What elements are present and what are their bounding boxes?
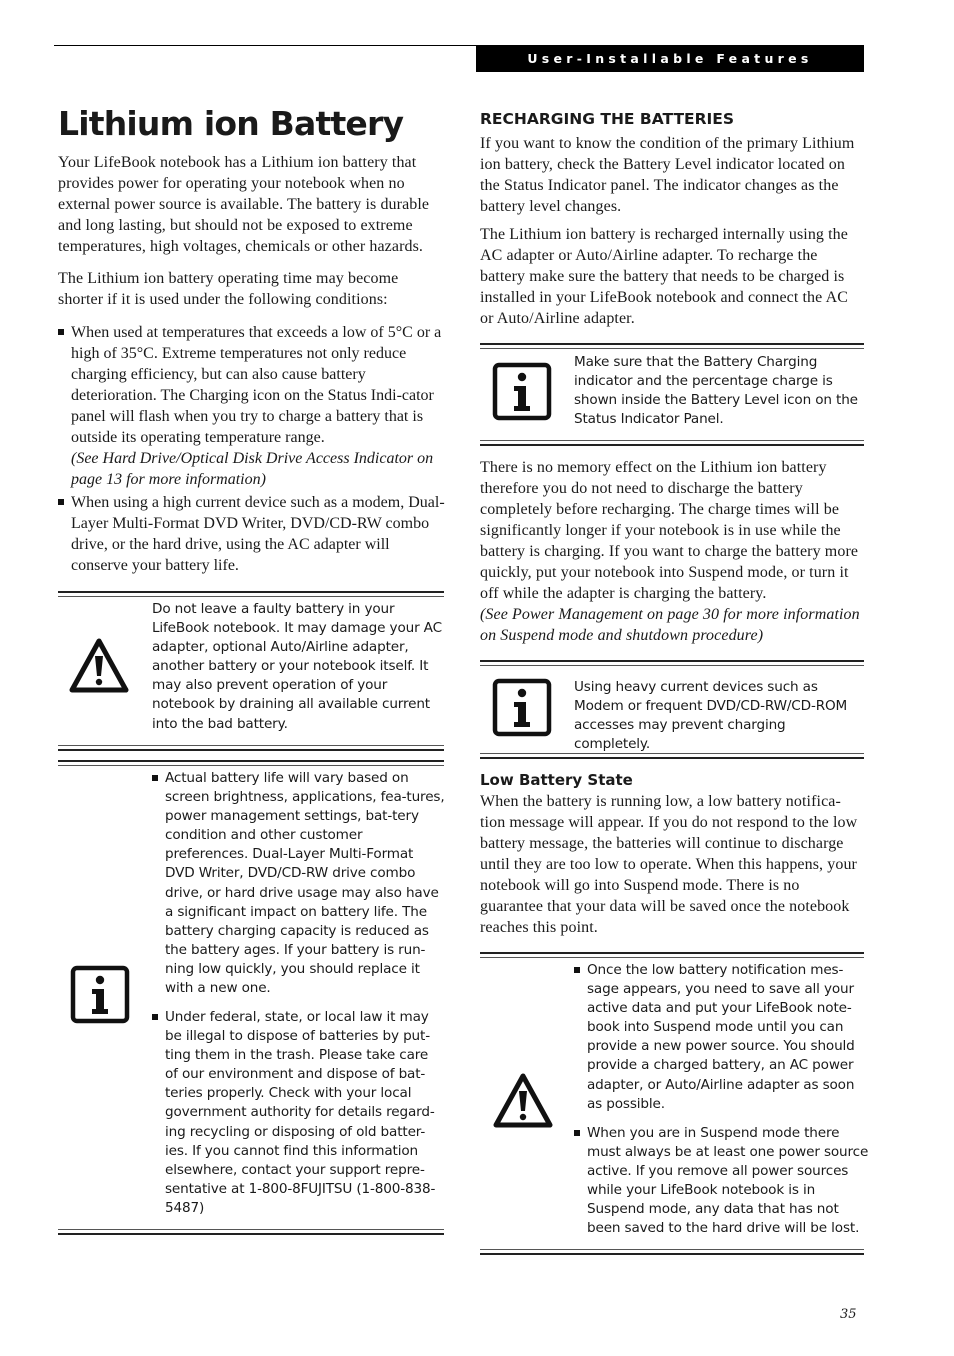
note-bottom-rule [480,757,864,759]
info-icon [70,965,130,1024]
page-title: Lithium ion Battery [58,104,404,143]
warning-icon [492,1072,554,1129]
note-top-rule [480,665,864,666]
note-bottom-rule [480,753,864,754]
list-item: Under federal, state, or local law it may be illegal to dispose of batteries by put-ting them in the trash. Please take care of our environment and dispose of bat-teries properly. Check with your local government authority for details regard-ing recycling or disposing of old batter-ies. If you cannot find this information elsewhere, contact your support repre-sentative at 1-800-8FUJITSU (1-800-838-5487) [152,1008,445,1218]
conditions-paragraph: The Lithium ion battery operating time may become shorter if it is used under the following conditions: [58,270,399,308]
bullet-text: When used at temperatures that exceeds a low of 5°C or a high of 35°C. Extreme temperatures not only reduce charging efficiency, but can also cause battery deterioration. The Charging icon on the Status Indi-cator panel will flash when you try to charge a battery that is outside its operating temperature range. [71,324,442,446]
note-bottom-rule [58,1229,444,1230]
warning-icon [68,637,130,694]
list-item [58,322,445,490]
note-top-rule [58,765,444,766]
info-icon [492,678,552,737]
paragraph-text: There is no memory effect on the Lithium ion battery therefore you do not need to discharge the battery completely before recharging. The charge times will be significantly longer if your notebook is in use while the battery is charging. If you want to charge the battery more quickly, put your notebook into Suspend mode, or turn it off while the adapter is charging the battery. [480,459,859,602]
info-note-text: Using heavy current devices such as Modem or frequent DVD/CD-RW/CD-ROM accesses may prevent charging completely. [574,679,848,753]
low-battery-paragraph: When the battery is running low, a low battery notifica-tion message will appear. If you do not respond to the low battery message, the batteries will continue to discharge until they are too low to operate. When this happens, your notebook will go into Suspend mode. There is no guarantee that your data will be saved once the notebook reaches this point. [480,793,858,936]
header-rule [54,45,476,46]
memory-effect-paragraph [480,457,866,646]
note-top-rule [480,348,864,349]
note-top-rule [58,596,444,597]
page-number: 35 [840,1307,857,1322]
warning-note-text: Do not leave a faulty battery in your LifeBook notebook. It may damage your AC adapter, optional Auto/Airline adapter, another battery or your notebook itself. It may also prevent operation of your notebook by draining all available current into the bad battery. [152,601,442,732]
note-top-rule [480,952,864,954]
section-heading: RECHARGING THE BATTERIES [480,110,735,128]
info-icon [492,362,552,421]
note-bottom-rule [480,444,864,446]
note-top-rule [480,957,864,958]
note-bottom-rule [480,1253,864,1255]
subsection-heading: Low Battery State [480,771,633,789]
info-note-text: Make sure that the Battery Charging indicator and the percentage charge is shown inside the Battery Level icon on the Status Indicator Panel. [574,354,858,428]
note-bottom-rule [58,749,444,751]
battery-condition-paragraph: If you want to know the condition of the primary Lithium ion battery, check the Battery Level indicator located on the Status Indicator panel. The indicator changes as the battery level changes. [480,135,855,215]
note-bottom-rule [58,745,444,746]
list-item: Once the low battery notification mes-sage appears, you need to save all your active data and put your LifeBook note-book into Suspend mode until you can provide a new power source. You should provide a charged battery, an AC power adapter, or Auto/Airline adapter as soon as possible. [574,961,869,1114]
section-header: User-Installable Features [476,45,864,72]
note-bottom-rule [480,440,864,441]
cross-reference: (See Hard Drive/Optical Disk Drive Access Indicator on page 13 for more information) [71,450,434,488]
note-top-rule [58,760,444,762]
intro-paragraph: Your LifeBook notebook has a Lithium ion battery that provides power for operating your notebook when no external power source is available. The battery is durable and long lasting, but should not be exposed to extreme temperatures, high voltages, chemicals or other hazards. [58,154,430,255]
cross-reference: (See Power Management on page 30 for more information on Suspend mode and shutdown procedure) [480,606,860,644]
note-top-rule [480,343,864,345]
note-bottom-rule [58,1233,444,1235]
list-item: Actual battery life will vary based on screen brightness, applications, fea-tures, power management settings, bat-tery condition and other customer preferences. Dual-Layer Multi-Format DVD Writer, DVD/CD-RW drive combo drive, or hard drive usage may also have a significant impact on battery life. The battery charging capacity is reduced as the battery ages. If your battery is run-ning low quickly, you should replace it with a new one. [152,769,445,998]
note-top-rule [58,591,444,593]
note-bottom-rule [480,1249,864,1250]
note-top-rule [480,660,864,662]
list-item: When using a high current device such as a modem, Dual-Layer Multi-Format DVD Writer, DVD/CD-RW combo drive, or the hard drive, using the AC adapter will conserve your battery life. [58,492,445,576]
recharge-paragraph: The Lithium ion battery is recharged internally using the AC adapter or Auto/Airline adapter. To recharge the battery make sure the battery that needs to be charged is installed in your LifeBook notebook and connect the AC or Auto/Airline adapter. [480,226,848,327]
list-item: When you are in Suspend mode there must always be at least one power source active. If you remove all power sources while your LifeBook notebook is in Suspend mode, any data that has not been saved to the hard drive will be lost. [574,1124,869,1239]
